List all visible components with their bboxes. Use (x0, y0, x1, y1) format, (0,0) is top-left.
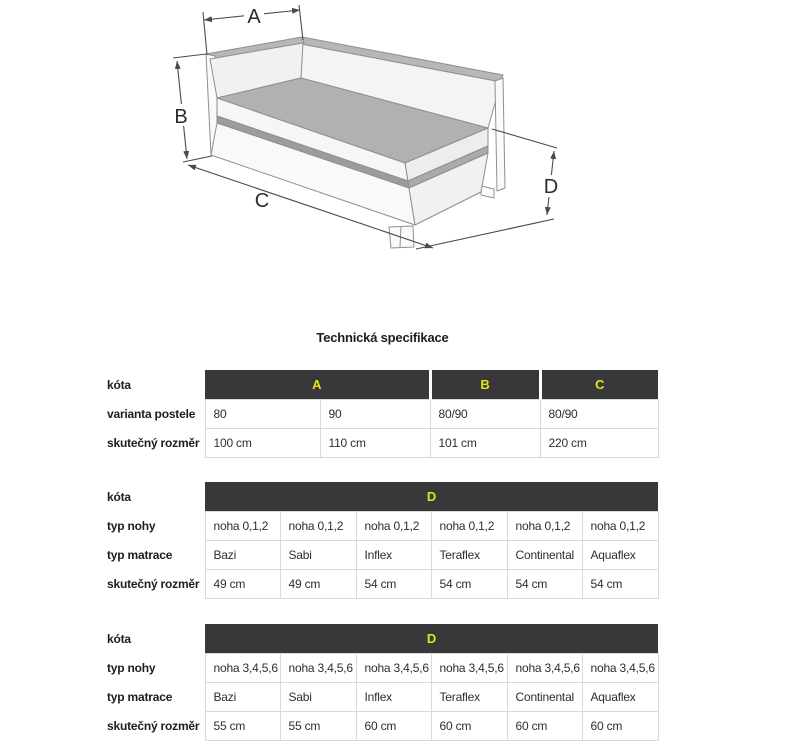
cell: 54 cm (431, 569, 507, 598)
table-row (107, 511, 658, 540)
row-label: typ matrace (107, 547, 173, 562)
cell: 100 cm (205, 428, 320, 457)
cell: noha 3,4,5,6 (582, 653, 658, 682)
cell: Aquaflex (582, 682, 658, 711)
cell: 80/90 (430, 399, 540, 428)
back-panel-end-post (495, 78, 505, 191)
cell: Bazi (205, 682, 280, 711)
cell: 90 (320, 399, 430, 428)
table-row (107, 682, 658, 711)
cell: 80 (205, 399, 320, 428)
cell: noha 0,1,2 (280, 511, 356, 540)
dim-label-a: A (247, 6, 261, 28)
col-header-d: D (205, 482, 658, 511)
col-header-d: D (205, 624, 658, 653)
row-label: skutečný rozměr (107, 718, 200, 733)
cell: 54 cm (507, 569, 582, 598)
cell: noha 3,4,5,6 (356, 653, 431, 682)
cell: 54 cm (356, 569, 431, 598)
cell: 220 cm (540, 428, 658, 457)
row-label-kota: kóta (107, 489, 131, 504)
cell: 55 cm (205, 711, 280, 740)
cell: 49 cm (205, 569, 280, 598)
bed-outline (206, 37, 505, 248)
bed-diagram (0, 0, 788, 300)
table-row (107, 428, 658, 457)
table-row (107, 653, 658, 682)
row-label: skutečný rozměr (107, 435, 200, 450)
cell: 110 cm (320, 428, 430, 457)
cell: noha 3,4,5,6 (280, 653, 356, 682)
cell: Sabi (280, 682, 356, 711)
cell: 54 cm (582, 569, 658, 598)
dim-label-b: B (174, 106, 188, 128)
dim-label-c: C (254, 190, 270, 212)
cell: Teraflex (431, 540, 507, 569)
table-row (107, 399, 658, 428)
col-header-c: C (540, 370, 658, 399)
table-row (107, 569, 658, 598)
table-row (107, 540, 658, 569)
dim-label-d: D (543, 176, 559, 198)
row-label: typ matrace (107, 689, 173, 704)
rear-leg (481, 186, 494, 198)
row-label-kota: kóta (107, 631, 131, 646)
page-title: Technická specifikace (316, 330, 449, 345)
cell: Inflex (356, 540, 431, 569)
cell: noha 0,1,2 (582, 511, 658, 540)
cell: Sabi (280, 540, 356, 569)
cell: Continental (507, 540, 582, 569)
row-label: skutečný rozměr (107, 576, 200, 591)
cell: Teraflex (431, 682, 507, 711)
row-label: varianta postele (107, 406, 196, 421)
cell: noha 3,4,5,6 (507, 653, 582, 682)
cell: 80/90 (540, 399, 658, 428)
table-row (107, 711, 658, 740)
cell: Bazi (205, 540, 280, 569)
cell: Aquaflex (582, 540, 658, 569)
col-header-b: B (430, 370, 540, 399)
cell: noha 0,1,2 (205, 511, 280, 540)
cell: 60 cm (507, 711, 582, 740)
spec-table-d-legs3456 (107, 624, 659, 741)
cell: 60 cm (582, 711, 658, 740)
spec-table-d-legs012 (107, 482, 659, 599)
cell: Continental (507, 682, 582, 711)
cell: noha 3,4,5,6 (205, 653, 280, 682)
col-header-a: A (205, 370, 430, 399)
cell: 49 cm (280, 569, 356, 598)
cell: noha 0,1,2 (356, 511, 431, 540)
row-label-kota: kóta (107, 377, 131, 392)
row-label: typ nohy (107, 518, 156, 533)
cell: noha 0,1,2 (507, 511, 582, 540)
cell: noha 0,1,2 (431, 511, 507, 540)
cell: 101 cm (430, 428, 540, 457)
cell: 55 cm (280, 711, 356, 740)
spec-table-abc (107, 370, 659, 458)
cell: 60 cm (431, 711, 507, 740)
cell: 60 cm (356, 711, 431, 740)
cell: Inflex (356, 682, 431, 711)
row-label: typ nohy (107, 660, 156, 675)
cell: noha 3,4,5,6 (431, 653, 507, 682)
